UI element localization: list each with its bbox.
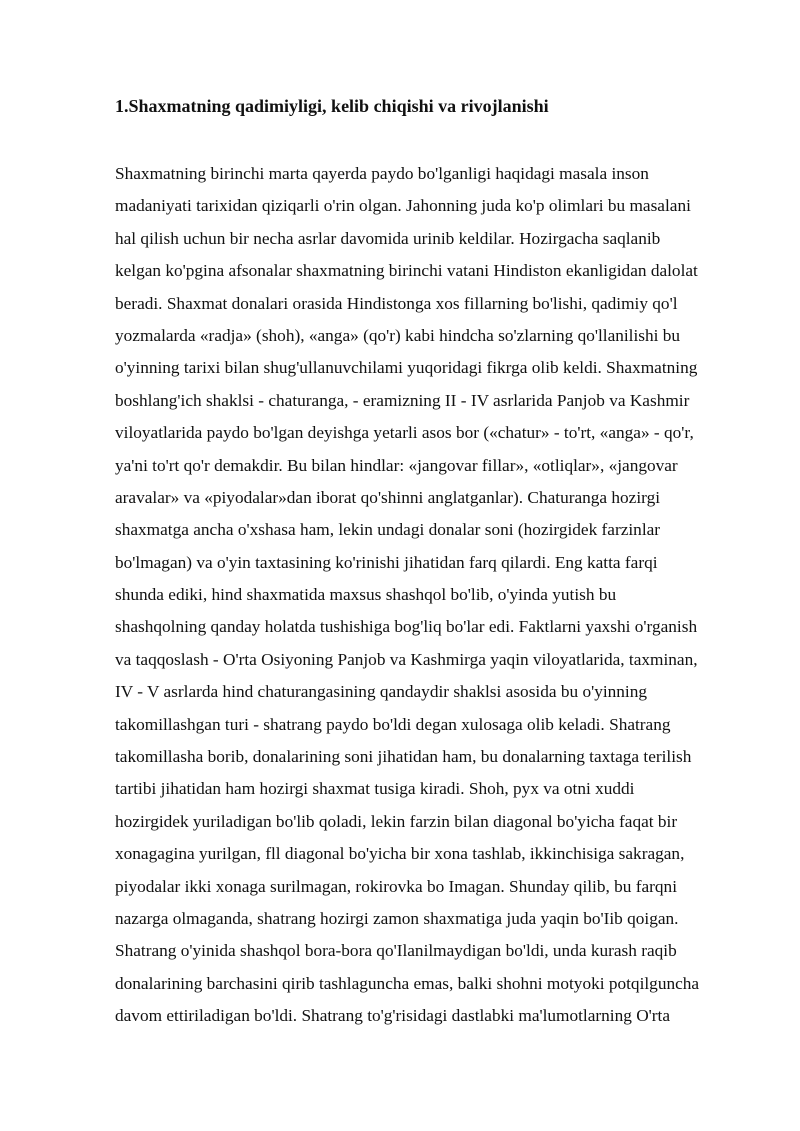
body-paragraph	[115, 158, 741, 1033]
text-line: hozirgidek yuriladigan bo'lib qoladi, lekin farzin bilan diagonal bo'yicha faqat bir	[115, 811, 678, 831]
text-line: takomillasha borib, donalarining soni jihatidan ham, bu donalarning taxtaga terilish	[115, 747, 692, 767]
text-line: davom ettiriladigan bo'ldi. Shatrang to'g'risidagi dastlabki ma'lumotlarning O'rta	[115, 1006, 671, 1026]
text-line: hal qilish uchun bir necha asrlar davomida urinib keldilar. Hozirgacha saqlanib	[115, 228, 661, 248]
text-line: shashqolning qanday holatda tushishiga bog'liq bo'lar edi. Faktlarni yaxshi o'rganish	[115, 617, 698, 637]
text-line: Shatrang o'yinida shashqol bora-bora qo'Ilanilmaydigan bo'ldi, unda kurash raqib	[115, 941, 677, 961]
text-line: piyodalar ikki xonaga surilmagan, rokirovka bo Imagan. Shunday qilib, bu farqni	[115, 876, 677, 896]
text-line: bo'lmagan) va o'yin taxtasining ko'rinishi jihatidan farq qilardi. Eng katta farqi	[115, 552, 658, 572]
text-line: IV - V asrlarda hind chaturangasining qandaydir shaklsi asosida bu o'yinning	[115, 682, 648, 702]
text-line: ya'ni to'rt qo'r demakdir. Bu bilan hindlar: «jangovar fillar», «otliqlar», «jangovar	[115, 455, 678, 475]
text-line: shunda ediki, hind shaxmatida maxsus shashqol bo'lib, o'yinda yutish bu	[115, 585, 617, 605]
text-line: Shaxmatning birinchi marta qayerda paydo bo'lganligi haqidagi masala inson	[115, 164, 649, 183]
text-line: viloyatlarida paydo bo'lgan deyishga yetarli asos bor («chatur» - to'rt, «anga» - qo'r,	[115, 423, 694, 443]
text-line: o'yinning tarixi bilan shug'ullanuvchilami yuqoridagi fikrga olib keldi. Shaxmatning	[115, 358, 698, 378]
text-line: kelgan ko'pgina afsonalar shaxmatning birinchi vatani Hindiston ekanligidan dalolat	[115, 261, 698, 281]
text-line: aravalar» va «piyodalar»dan iborat qo'shinni anglatganlar). Chaturanga hozirgi	[115, 487, 661, 507]
text-line: nazarga olmaganda, shatrang hozirgi zamon shaxmatiga juda yaqin bo'Iib qoigan.	[115, 908, 679, 928]
text-line: takomillashgan turi - shatrang paydo bo'ldi degan xulosaga olib keladi. Shatrang	[115, 714, 671, 734]
text-line: yozmalarda «radja» (shoh), «anga» (qo'r) kabi hindcha so'zlarning qo'llanilishi bu	[115, 325, 681, 345]
text-line: tartibi jihatidan ham hozirgi shaxmat tusiga kiradi. Shoh, pyx va otni xuddi	[115, 779, 635, 799]
text-line: beradi. Shaxmat donalari orasida Hindistonga xos fillarning bo'lishi, qadimiy qo'l	[115, 293, 678, 313]
text-line: va taqqoslash - O'rta Osiyoning Panjob va Kashmirga yaqin viloyatlarida, taxminan,	[115, 649, 698, 669]
text-line: xonagagina yurilgan, fll diagonal bo'yicha bir xona tashlab, ikkinchisiga sakragan,	[115, 844, 685, 864]
text-line: madaniyati tarixidan qiziqarli o'rin olgan. Jahonning juda ko'p olimlari bu masalani	[115, 196, 691, 216]
text-line: shaxmatga ancha o'xshasa ham, lekin undagi donalar soni (hozirgidek farzinlar	[115, 520, 661, 540]
text-line: donalarining barchasini qirib tashlaguncha emas, balki shohni motyoki potqilguncha	[115, 973, 700, 993]
text-line: boshlang'ich shaklsi - chaturanga, - eramizning II - IV asrlarida Panjob va Kashmir	[115, 390, 690, 410]
section-heading: 1.Shaxmatning qadimiyligi, kelib chiqishi va rivojlanishi	[115, 96, 549, 116]
